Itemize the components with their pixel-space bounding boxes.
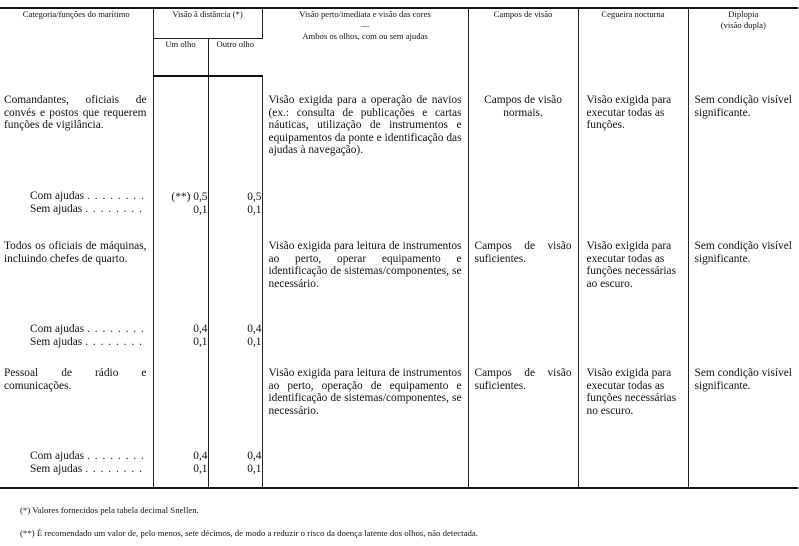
- visao-perto-text: Visão exigida para leitura de instrumentos ao perto, operação de equipamento e identificação de sistemas/componentes, se necessário.: [268, 367, 462, 417]
- footnote-recommendation: (**) É recomendado um valor de, pelo menos, sete décimos, de modo a reduzir o risco da doença latente dos olhos, não detectada.: [20, 528, 479, 538]
- categoria-cell: [0, 76, 153, 234]
- um-olho-cell: [153, 234, 208, 361]
- outro-olho-com-value: 0,4: [247, 450, 262, 462]
- cegueira-text: Visão exigida para executar todas as funções necessárias no escuro.: [586, 367, 677, 417]
- sem-ajudas-label: Sem ajudas: [30, 335, 83, 348]
- um-olho-com-value: (**) 0,5: [171, 191, 208, 203]
- com-ajudas-line: [0, 190, 153, 203]
- sem-ajudas-label: Sem ajudas: [30, 462, 83, 475]
- com-ajudas-line: [0, 323, 153, 336]
- categoria-cell: [0, 361, 153, 488]
- campos-cell: [468, 234, 578, 361]
- outro-olho-cell: [208, 234, 262, 361]
- categoria-cell: [0, 234, 153, 361]
- um-olho-cell: [153, 76, 208, 234]
- header-diplopia-line1: Diplopia: [728, 9, 759, 19]
- leader-dots: . . . . . . . .: [85, 462, 143, 475]
- leader-dots: . . . . . . . .: [87, 190, 145, 202]
- um-olho-com-value: 0,4: [193, 323, 208, 335]
- cegueira-text: Visão exigida para executar todas as funções necessárias ao escuro.: [586, 240, 677, 290]
- header-visao-perto-dash: —: [360, 20, 370, 30]
- com-ajudas-label: Com ajudas: [30, 190, 85, 202]
- um-olho-values: [154, 77, 208, 216]
- ajudas-block: [0, 323, 153, 348]
- um-olho-sem-value: 0,1: [193, 335, 208, 348]
- table-row: [0, 76, 798, 234]
- outro-olho-sem-value: 0,1: [247, 203, 262, 216]
- outro-olho-sem-value: 0,1: [247, 335, 262, 348]
- outro-olho-com-value: 0,4: [247, 323, 262, 335]
- outro-olho-sem-value: 0,1: [247, 462, 262, 475]
- cegueira-text: Visão exigida para executar todas as funções.: [586, 94, 672, 132]
- header-visao-perto-line3: Ambos os olhos, com ou sem ajudas: [302, 31, 428, 41]
- header-um-olho: Um olho: [153, 38, 208, 76]
- outro-olho-values: [209, 77, 262, 216]
- outro-olho-values: [209, 234, 262, 348]
- diplopia-text: Sem condição visível significante.: [694, 94, 792, 119]
- sem-ajudas-line: [0, 463, 153, 476]
- header-outro-olho: Outro olho: [208, 38, 262, 76]
- outro-olho-values: [209, 361, 262, 475]
- sem-ajudas-label: Sem ajudas: [30, 202, 83, 215]
- header-visao-perto: [262, 8, 468, 76]
- header-campos: Campos de visão: [468, 8, 578, 76]
- campos-cell: [468, 361, 578, 488]
- leader-dots: . . . . . . . .: [87, 450, 145, 462]
- leader-dots: . . . . . . . .: [85, 335, 143, 348]
- um-olho-cell: [153, 361, 208, 488]
- categoria-text: Pessoal de rádio e comunicações.: [4, 367, 147, 392]
- sem-ajudas-line: [0, 203, 153, 216]
- um-olho-sem-value: 0,1: [193, 462, 208, 475]
- table-row: [0, 361, 798, 488]
- leader-dots: . . . . . . . .: [85, 202, 143, 215]
- header-visao-distancia: Visão à distância (*): [153, 8, 262, 38]
- categoria-text: Todos os oficiais de máquinas, incluindo chefes de quarto.: [4, 240, 147, 265]
- header-visao-perto-line1: Visão perto/imediata e visão das cores: [299, 9, 431, 19]
- header-diplopia-line2: (visão dupla): [720, 20, 766, 30]
- cegueira-cell: [578, 361, 688, 488]
- visao-perto-cell: [262, 234, 468, 361]
- leader-dots: . . . . . . . .: [87, 323, 145, 335]
- header-diplopia: [688, 8, 798, 76]
- table-row: [0, 234, 798, 361]
- campos-text: Campos de visão suficientes.: [474, 240, 572, 265]
- header-cegueira: Cegueira nocturna: [578, 8, 688, 76]
- diplopia-cell: [688, 76, 798, 234]
- footnote-snellen: (*) Valores fornecidos pela tabela decimal Snellen.: [20, 505, 199, 515]
- outro-olho-cell: [208, 76, 262, 234]
- visao-perto-cell: [262, 361, 468, 488]
- visao-perto-cell: [262, 76, 468, 234]
- visao-perto-text: Visão exigida para leitura de instrumentos ao perto, operar equipamento e identificação de sistemas/componentes, se necessário.: [268, 240, 462, 290]
- com-ajudas-label: Com ajudas: [30, 450, 85, 462]
- um-olho-values: [154, 234, 208, 348]
- cegueira-cell: [578, 76, 688, 234]
- sem-ajudas-line: [0, 336, 153, 349]
- campos-text: Campos de visão normais.: [484, 94, 562, 119]
- campos-cell: [468, 76, 578, 234]
- cegueira-cell: [578, 234, 688, 361]
- diplopia-cell: [688, 361, 798, 488]
- header-categoria: Categoria/funções do marítimo: [0, 8, 153, 76]
- ajudas-block: [0, 190, 153, 215]
- outro-olho-com-value: 0,5: [247, 191, 262, 203]
- visao-perto-text: Visão exigida para a operação de navios (ex.: consulta de publicações e cartas náuticas, utilização de instrumentos e equipamentos da ponte e identificação das ajudas à navegação).: [268, 94, 462, 157]
- vision-requirements-table: [0, 7, 798, 489]
- um-olho-sem-value: 0,1: [193, 203, 208, 216]
- com-ajudas-label: Com ajudas: [30, 323, 85, 335]
- campos-text: Campos de visão suficientes.: [474, 367, 572, 392]
- categoria-text: Comandantes, oficiais de convés e postos que requerem funções de vigilância.: [4, 94, 147, 132]
- um-olho-com-value: 0,4: [193, 450, 208, 462]
- um-olho-values: [154, 361, 208, 475]
- ajudas-block: [0, 450, 153, 475]
- diplopia-cell: [688, 234, 798, 361]
- com-ajudas-line: [0, 450, 153, 463]
- outro-olho-cell: [208, 361, 262, 488]
- diplopia-text: Sem condição visível significante.: [694, 240, 792, 265]
- diplopia-text: Sem condição visível significante.: [694, 367, 792, 392]
